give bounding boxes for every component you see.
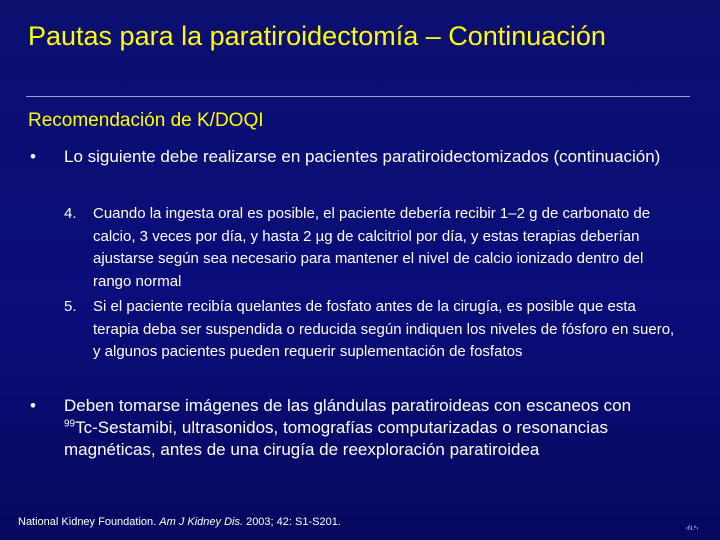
bullet-text-part: Tc-Sestamibi, ultrasonidos, tomografías computarizadas o resonancias magnéticas, antes de una cirugía de reexploración paratiroidea [64,418,609,459]
subitem-text: Si el paciente recibía quelantes de fosfato antes de la cirugía, es posible que esta terapia deba ser suspendida o reducida según indiquen los niveles de fósforo en suero, y algunos pacientes pueden requerir suplementación de fosfatos [93,298,675,360]
bullet-marker: • [30,396,36,415]
subitem-number: 4. [64,205,77,222]
bullet-text: Lo siguiente debe realizarse en pacientes paratiroidectomizados (continuación) [64,147,661,166]
bullet-text [64,395,664,461]
title-divider [26,96,690,97]
subitem-number: 5. [64,298,77,315]
bullet-text-part: Deben tomarse imágenes de las glándulas paratiroideas con escaneos con [64,396,632,415]
slide-subtitle: Recomendación de K/DOQI [28,110,264,131]
isotope-superscript: 99 [64,418,76,430]
citation-journal: Am J Kidney Dis. [159,516,244,528]
citation-prefix: National Kidney Foundation. [18,516,160,528]
subitem-text: Cuando la ingesta oral es posible, el paciente debería recibir 1–2 g de carbonato de calcio, 3 veces por día, y hasta 2 µg de calcitriol por día, y estas terapias deberían ajustarse según sea necesario para mantener el nivel de calcio ionizado dentro del rango normal [93,205,651,290]
citation-suffix: 2003; 42: S1-S201. [243,516,341,528]
citation-footer [18,516,341,528]
bullet-marker: • [30,147,36,166]
slide-number: ‹N.º› [686,526,699,532]
slide-title: Pautas para la paratiroidectomía – Continuación [28,21,606,51]
